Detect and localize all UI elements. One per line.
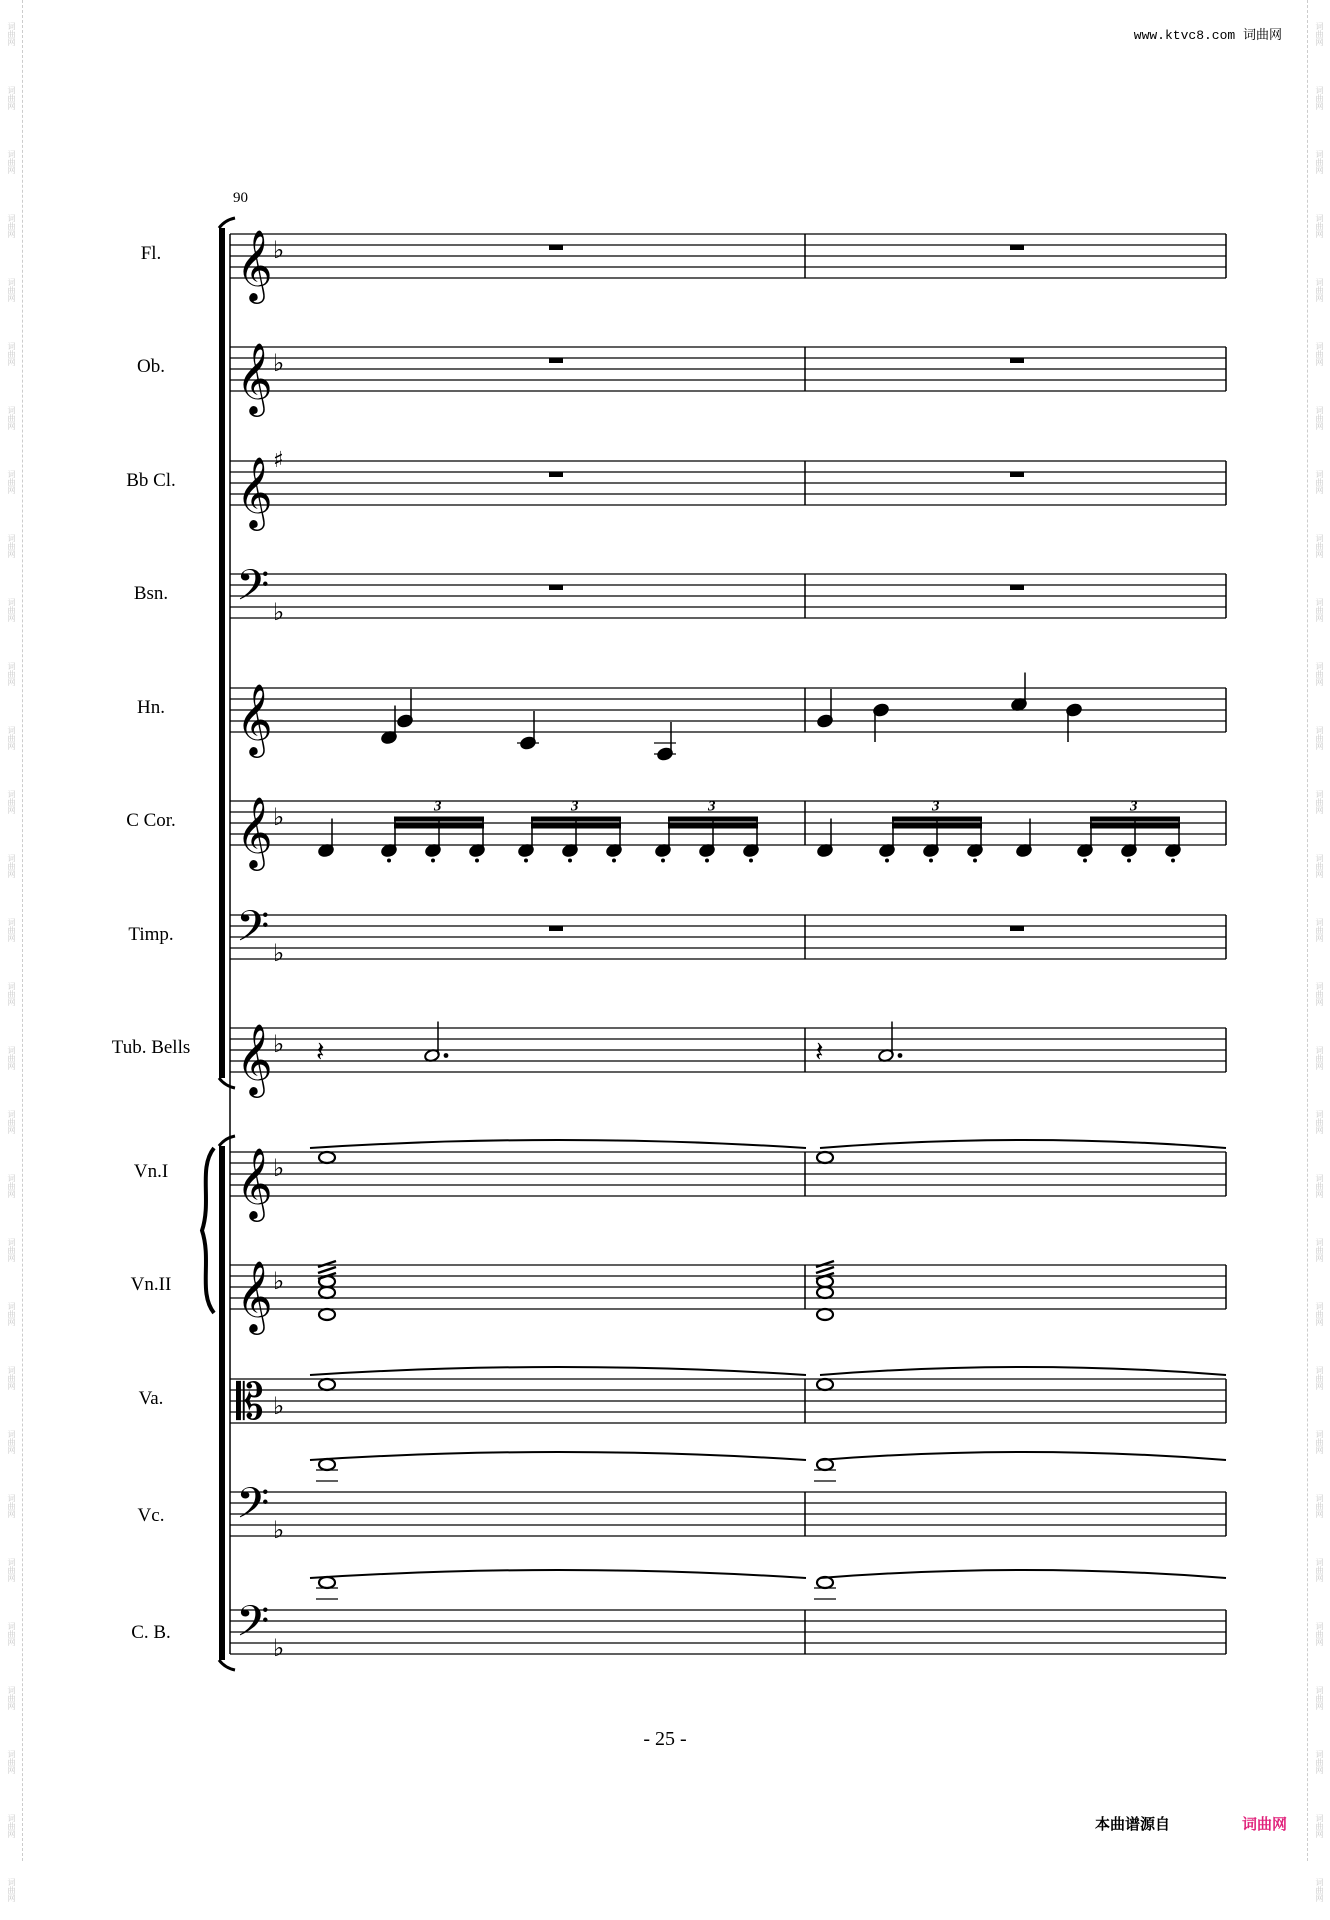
treble-clef: 𝄞 [236,1022,273,1095]
watermark-text: 词曲网 [1315,1622,1324,1646]
whole-rest [549,585,563,590]
watermark-text: 词曲网 [1315,86,1324,110]
watermark-text: 词曲网 [7,1174,16,1198]
watermark-text: 词曲网 [1315,1750,1324,1774]
watermark-text: 词曲网 [1315,278,1324,302]
flat-sign: ♭ [273,1030,285,1058]
site-header: www.ktvc8.com 词曲网 [1133,28,1282,43]
bass-clef: 𝄢 [236,1479,270,1539]
watermark-text: 词曲网 [1315,150,1324,174]
flat-sign: ♭ [273,349,285,377]
flat-sign: ♭ [273,1154,285,1182]
beam [1090,817,1180,822]
watermark-text: 词曲网 [7,214,16,238]
whole-note [817,1309,833,1320]
treble-clef: 𝄞 [236,1259,273,1332]
watermark-text: 词曲网 [1315,470,1324,494]
watermark-text: 词曲网 [7,790,16,814]
bass-clef: 𝄢 [236,1597,270,1657]
triplet-mark: 3 [434,798,442,815]
watermark-text: 词曲网 [7,1558,16,1582]
treble-clef: 𝄞 [236,341,273,414]
watermark-text: 词曲网 [7,598,16,622]
quarter-rest: 𝄽 [815,1035,824,1068]
flat-sign: ♭ [273,1516,285,1544]
beam [892,824,982,829]
whole-rest [549,245,563,250]
watermark-text: 词曲网 [7,470,16,494]
watermark-text: 词曲网 [1315,1878,1324,1902]
tremolo-stroke [816,1261,834,1267]
tie-slur [310,1452,806,1460]
watermark-text: 词曲网 [1315,1494,1324,1518]
watermark-text: 词曲网 [7,1110,16,1134]
staccato-dot [475,859,479,863]
staccato-dot [1083,859,1087,863]
staccato-dot [885,859,889,863]
flat-sign: ♭ [273,1634,285,1662]
whole-note [319,1309,335,1320]
instrument-label: Vn.II [130,1274,172,1295]
instrument-label: Tub. Bells [111,1037,191,1058]
staccato-dot [524,859,528,863]
beam [394,817,484,822]
whole-rest [1010,472,1024,477]
watermark-text: 词曲网 [1315,534,1324,558]
footer-source-site: 词曲网 [1242,1815,1288,1833]
flat-sign: ♭ [273,236,285,264]
woodwind-bracket [219,228,225,1078]
flat-sign: ♭ [273,598,285,626]
whole-note [817,1459,833,1470]
tie-slur [820,1570,1226,1578]
instrument-label: Hn. [137,697,165,718]
measure-number: 90 [233,190,248,206]
instrument-label: Ob. [137,356,165,377]
watermark-text: 词曲网 [7,278,16,302]
tie-slur [310,1570,806,1578]
flat-sign: ♭ [273,803,285,831]
violin-brace [202,1148,214,1313]
watermark-text: 词曲网 [7,342,16,366]
staccato-dot [661,859,665,863]
watermark-text: 词曲网 [7,1814,16,1838]
whole-rest [1010,926,1024,931]
whole-note [817,1287,833,1298]
tremolo-stroke [318,1267,336,1273]
footer-source-label: 本曲谱源自 [1095,1815,1171,1833]
flat-sign: ♭ [273,939,285,967]
watermark-text: 词曲网 [7,1430,16,1454]
staccato-dot [387,859,391,863]
bracket-hook [219,218,235,228]
watermark-text: 词曲网 [1315,1366,1324,1390]
staccato-dot [1171,859,1175,863]
whole-note [319,1379,335,1390]
instrument-label: Va. [138,1388,164,1409]
triplet-mark: 3 [708,798,716,815]
whole-rest [1010,358,1024,363]
tie-slur [820,1140,1226,1148]
tie-slur [820,1452,1226,1460]
triplet-mark: 3 [571,798,579,815]
treble-clef: 𝄞 [236,1146,273,1219]
tie-slur [310,1140,806,1148]
watermark-text: 词曲网 [1315,598,1324,622]
whole-note [319,1287,335,1298]
watermark-text: 词曲网 [7,1750,16,1774]
watermark-text: 词曲网 [7,22,16,46]
staccato-dot [929,859,933,863]
staccato-dot [431,859,435,863]
tie-slur [310,1367,806,1375]
beam [892,817,982,822]
whole-note [817,1379,833,1390]
treble-clef: 𝄞 [236,228,273,301]
instrument-label: Vc. [137,1505,165,1526]
whole-rest [1010,245,1024,250]
instrument-label: Timp. [128,924,174,945]
whole-note [817,1577,833,1588]
watermark-text: 词曲网 [1315,214,1324,238]
whole-note [817,1152,833,1163]
watermark-text: 词曲网 [7,150,16,174]
flat-sign: ♭ [273,1392,285,1420]
watermark-text: 词曲网 [1315,1814,1324,1838]
watermark-text: 词曲网 [7,982,16,1006]
dot [898,1053,903,1058]
bass-clef: 𝄢 [236,561,270,621]
watermark-text: 词曲网 [1315,982,1324,1006]
watermark-text: 词曲网 [1315,1558,1324,1582]
watermark-text: 词曲网 [1315,662,1324,686]
watermark-text: 词曲网 [7,1238,16,1262]
flat-sign: ♭ [273,1267,285,1295]
whole-rest [1010,585,1024,590]
watermark-text: 词曲网 [1315,406,1324,430]
tremolo-stroke [816,1267,834,1273]
bracket-hook [219,1078,235,1088]
strings-bracket [219,1146,225,1660]
treble-clef: 𝄞 [236,455,273,528]
watermark-text: 词曲网 [7,1686,16,1710]
whole-rest [549,472,563,477]
beam [668,824,758,829]
staccato-dot [705,859,709,863]
watermark-text: 词曲网 [7,1878,16,1902]
watermark-text: 词曲网 [7,1494,16,1518]
watermark-text: 词曲网 [1315,790,1324,814]
watermark-text: 词曲网 [7,662,16,686]
instrument-label: Bb Cl. [126,470,176,491]
whole-note [319,1152,335,1163]
watermark-text: 词曲网 [7,534,16,558]
whole-rest [549,926,563,931]
treble-clef: 𝄞 [236,682,273,755]
bracket-hook [219,1660,235,1670]
beam [668,817,758,822]
watermark-text: 词曲网 [1315,726,1324,750]
watermark-text: 词曲网 [1315,22,1324,46]
instrument-label: Vn.I [133,1161,169,1182]
triplet-mark: 3 [932,798,940,815]
bass-clef: 𝄢 [236,902,270,962]
beam [531,817,621,822]
whole-rest [549,358,563,363]
watermark-text: 词曲网 [1315,1302,1324,1326]
watermark-text: 词曲网 [1315,1686,1324,1710]
watermark-text: 词曲网 [7,1302,16,1326]
sharp-sign: ♯ [273,448,284,473]
treble-clef: 𝄞 [236,795,273,868]
instrument-label: C Cor. [126,810,176,831]
tremolo-stroke [318,1261,336,1267]
watermark-text: 词曲网 [7,1366,16,1390]
beam [531,824,621,829]
instrument-label: C. B. [131,1622,171,1643]
watermark-text: 词曲网 [7,854,16,878]
staccato-dot [1127,859,1131,863]
bracket-hook [219,1136,235,1146]
staccato-dot [568,859,572,863]
watermark-text: 词曲网 [1315,1430,1324,1454]
watermark-text: 词曲网 [7,726,16,750]
instrument-label: Fl. [140,243,162,264]
dot [444,1053,449,1058]
watermark-text: 词曲网 [1315,1046,1324,1070]
staccato-dot [612,859,616,863]
whole-note [319,1459,335,1470]
beam [394,824,484,829]
watermark-text: 词曲网 [1315,1110,1324,1134]
tie-slur [820,1367,1226,1375]
beam [1090,824,1180,829]
watermark-text: 词曲网 [1315,854,1324,878]
page-number: - 25 - [643,1728,687,1750]
whole-note [319,1577,335,1588]
watermark-text: 词曲网 [1315,342,1324,366]
staccato-dot [973,859,977,863]
watermark-text: 词曲网 [7,918,16,942]
watermark-text: 词曲网 [7,1046,16,1070]
alto-clef: 𝄡 [236,1373,264,1431]
watermark-text: 词曲网 [7,1622,16,1646]
watermark-text: 词曲网 [7,406,16,430]
watermark-text: 词曲网 [7,86,16,110]
quarter-rest: 𝄽 [316,1035,325,1068]
triplet-mark: 3 [1130,798,1138,815]
watermark-text: 词曲网 [1315,1174,1324,1198]
instrument-label: Bsn. [133,583,169,604]
watermark-text: 词曲网 [1315,918,1324,942]
staccato-dot [749,859,753,863]
watermark-text: 词曲网 [1315,1238,1324,1262]
